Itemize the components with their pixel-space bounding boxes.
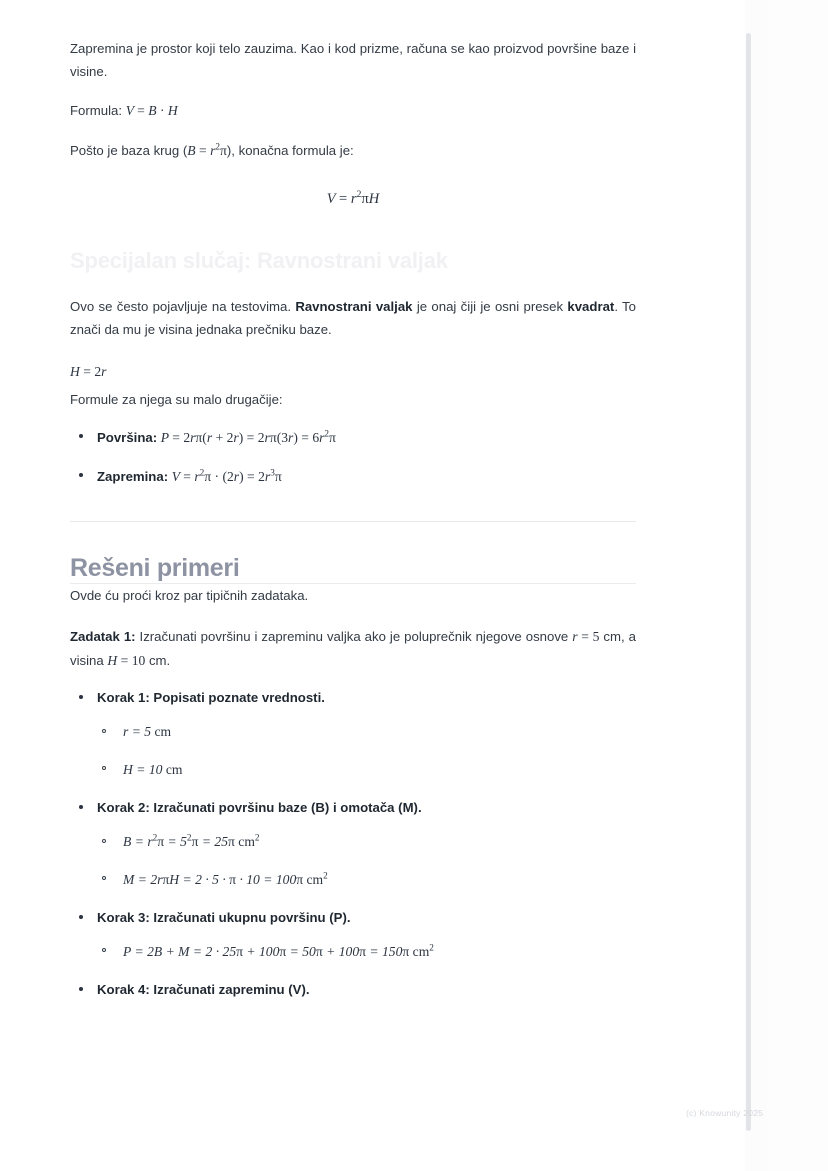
base-note-formula: $B = r^2\pi$ [187, 141, 227, 159]
formula-line [70, 99, 636, 123]
step-3-sublist [97, 941, 636, 963]
copyright-watermark: (c) Knowunity 2025 [686, 1108, 764, 1118]
task-text: Izračunati površinu i zapreminu valjka ako je poluprečnik njegove osnove r = 5 cm, a visina H = 10 cm. [70, 629, 636, 668]
bullet-icon [79, 695, 83, 699]
hollow-bullet-icon [102, 839, 106, 843]
vertical-scrollbar-thumb[interactable] [746, 33, 751, 1131]
special-case-paragraph [70, 296, 636, 341]
hollow-bullet-icon [102, 729, 106, 733]
formula-inline: V = B · H [125, 103, 178, 119]
step-title-1: Korak 1: Popisati poznate vrednosti. [97, 689, 325, 705]
bullet-icon [79, 987, 83, 991]
list-item [97, 831, 636, 853]
formula-expression-zapremina: $V = r^2\pi \cdot (2r) = 2r^3\pi$ [171, 467, 282, 485]
bullet-icon [79, 473, 83, 477]
base-note-suffix: ), konačna formula je: [226, 143, 354, 159]
list-item [70, 426, 636, 449]
list-item [70, 797, 636, 891]
list-item [97, 759, 636, 781]
step-3-value-p: P = 2B + M = 2 · 25π + 100π = 50π + 100π = 150π $cm^2$ [123, 942, 434, 959]
list-item [70, 465, 636, 488]
base-note [70, 139, 636, 163]
bullet-icon [79, 434, 83, 438]
formulas-intro: Formule za njega su malo drugačije: [70, 391, 283, 407]
special-case-heading: Specijalan slučaj: Ravnostrani valjak [70, 247, 448, 273]
hollow-bullet-icon [102, 876, 106, 880]
list-item [70, 979, 636, 1001]
special-bold-1: Ravnostrani valjak [295, 299, 413, 315]
task-label: Zadatak 1: [70, 629, 136, 645]
hollow-bullet-icon [102, 766, 106, 770]
list-item [97, 869, 636, 891]
special-text-1: Ovo se često pojavljuje na testovima. [70, 299, 296, 315]
formula-expression-povrsina: $P = 2r\pi(r + 2r) = 2r\pi(3r) = 6r^2\pi$ [160, 428, 336, 445]
step-1-value-r: r = 5 cm [123, 724, 172, 740]
step-1-sublist [97, 721, 636, 781]
bullet-icon [79, 915, 83, 919]
special-formula-list [70, 426, 636, 489]
display-equation: $V = r^2\pi H$ [326, 188, 380, 207]
section-divider [70, 521, 636, 523]
hollow-bullet-icon [102, 948, 106, 952]
document-content [70, 38, 636, 1001]
list-item [97, 721, 636, 743]
base-note-prefix: Pošto je baza krug ( [70, 143, 188, 159]
special-bold-2: kvadrat [567, 299, 615, 315]
solved-examples-section [70, 553, 636, 1002]
list-item [70, 687, 636, 781]
step-2-sublist [97, 831, 636, 891]
steps-list [70, 687, 636, 1002]
step-title-4: Korak 4: Izračunati zapreminu (V). [97, 981, 310, 997]
formula-label-zapremina: Zapremina: [97, 469, 169, 485]
step-2-value-m: M = 2rπH = 2 · 5 · π · 10 = 100π $cm^2$ [123, 870, 328, 887]
solved-examples-heading: Rešeni primeri [70, 553, 240, 582]
intro-paragraph: Zapremina je prostor koji telo zauzima. Kao i kod prizme, računa se kao proizvod površine baze i visine. [70, 41, 636, 79]
task-paragraph [70, 625, 636, 672]
formula-label-povrsina: Površina: [97, 429, 158, 445]
step-title-2: Korak 2: Izračunati površinu baze (B) i omotača (M). [97, 799, 422, 815]
solved-examples-intro: Ovde ću proći kroz par tipičnih zadataka. [70, 587, 309, 603]
formula-label: Formula: [70, 103, 123, 119]
special-text-3: . To znači da mu je visina jednaka prečniku baze. [70, 299, 636, 337]
bullet-icon [79, 805, 83, 809]
step-1-value-h: H = 10 cm [123, 761, 183, 777]
list-item [97, 941, 636, 963]
height-relation: H = 2r [70, 363, 107, 379]
list-item [70, 907, 636, 963]
special-text-2: je onaj čiji je osni presek [412, 299, 568, 315]
step-title-3: Korak 3: Izračunati ukupnu površinu (P). [97, 909, 351, 925]
step-2-value-b: $B = r^2\pi = 5^2\pi = 25\pi$ $cm^2$ [123, 832, 260, 850]
